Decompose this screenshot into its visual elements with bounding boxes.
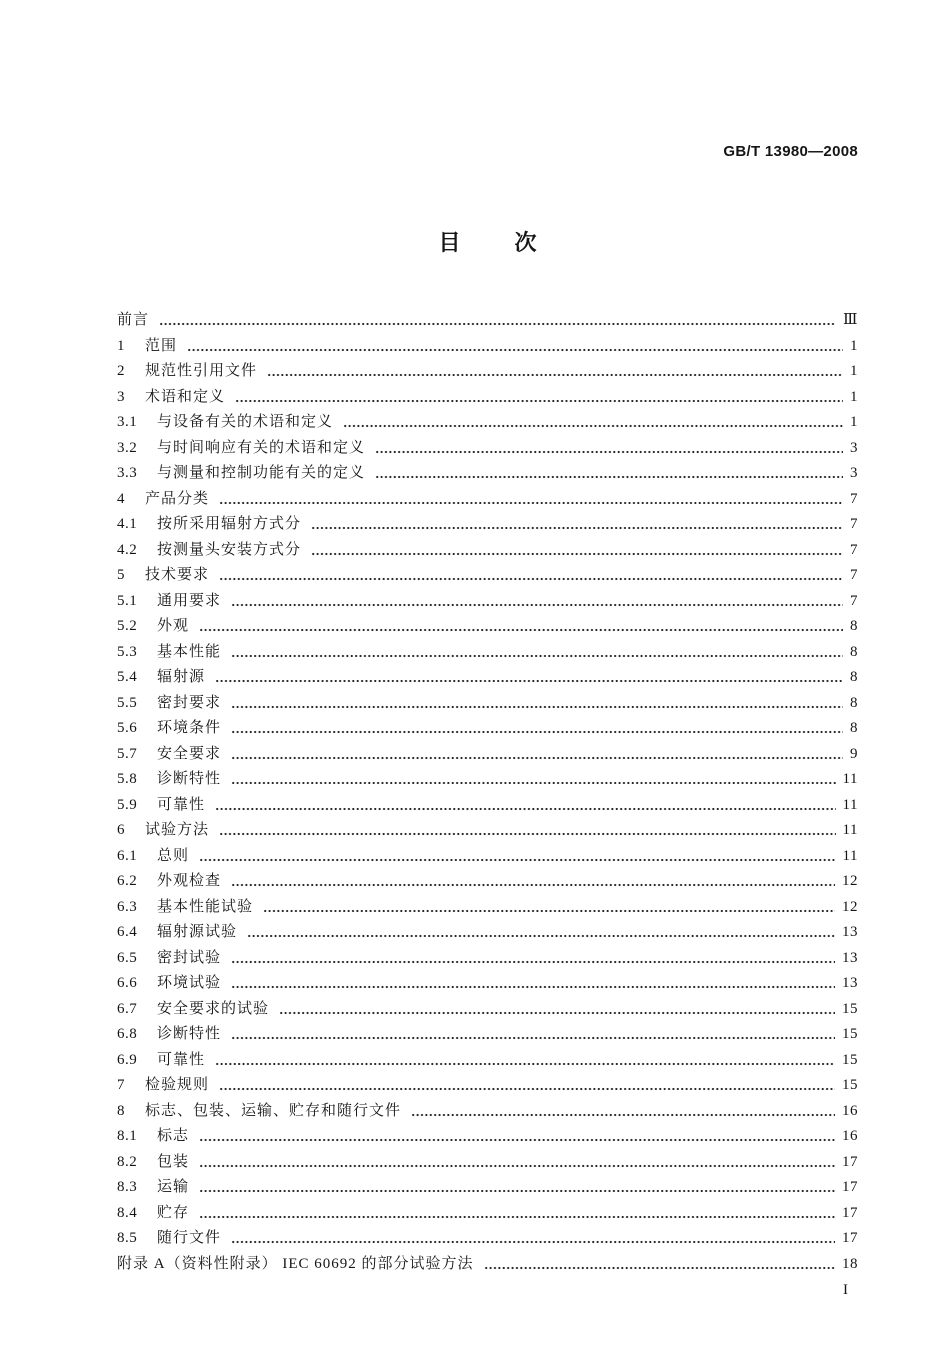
section-number: 5.5 [117, 694, 138, 711]
section-title: 术语和定义 [145, 388, 226, 405]
section-number: 5.4 [117, 669, 138, 685]
section-number: 2 [117, 363, 125, 379]
section-title: 运输 [157, 1179, 190, 1195]
dot-leader [187, 334, 843, 360]
section-number: 6.8 [117, 1026, 138, 1042]
dot-leader [199, 844, 836, 870]
section-title: 规范性引用文件 [145, 363, 258, 379]
section-title: 密封试验 [157, 949, 222, 966]
section-number: 6.6 [117, 975, 138, 991]
section-number: 8 [117, 1102, 125, 1119]
section-number: 8.4 [117, 1204, 138, 1221]
section-title: 与设备有关的术语和定义 [157, 414, 334, 430]
standard-code: GB/T 13980—2008 [723, 143, 858, 160]
section-title: 随行文件 [157, 1230, 222, 1246]
section-number: 8.5 [117, 1230, 138, 1246]
page-number: 3 [850, 439, 858, 456]
page-number: 3 [850, 465, 858, 481]
page-number: 8 [850, 643, 858, 660]
section-title: 可靠性 [157, 1051, 206, 1068]
section-number: 6.4 [117, 924, 138, 940]
page-number: 11 [842, 847, 858, 864]
section-title: 附录 A（资料性附录） IEC 60692 的部分试验方法 [117, 1255, 474, 1272]
dot-leader [199, 1150, 835, 1176]
dot-leader [231, 767, 836, 793]
page-number: 17 [842, 1204, 858, 1221]
toc-entry [117, 971, 858, 997]
section-title: 通用要求 [157, 592, 222, 609]
dot-leader [231, 946, 835, 972]
section-number: 5.8 [117, 771, 138, 787]
section-title: 安全要求的试验 [157, 1000, 270, 1017]
page-number: 15 [842, 1000, 858, 1017]
section-title: 贮存 [157, 1204, 190, 1221]
section-number: 6.7 [117, 1000, 138, 1017]
dot-leader [231, 640, 843, 666]
toc-entry [117, 461, 858, 487]
toc-entry [117, 844, 858, 870]
section-number: 5.7 [117, 745, 138, 762]
toc-entry [117, 691, 858, 717]
toc-entry [117, 1048, 858, 1074]
page-number: 7 [850, 490, 858, 507]
section-number: 5.9 [117, 796, 138, 813]
dot-leader [247, 920, 835, 946]
toc-entry [117, 997, 858, 1023]
dot-leader [215, 1048, 835, 1074]
toc-entry [117, 436, 858, 462]
toc-entry [117, 818, 858, 844]
dot-leader [279, 997, 835, 1023]
page-number: 8 [850, 694, 858, 711]
page-number: 16 [842, 1128, 858, 1144]
section-number: 4 [117, 490, 125, 507]
table-of-contents [117, 308, 858, 1277]
dot-leader [199, 1201, 835, 1227]
section-number: 3.3 [117, 465, 138, 481]
toc-entry [117, 920, 858, 946]
section-title: 试验方法 [145, 822, 210, 838]
toc-entry [117, 640, 858, 666]
page-number: 1 [850, 337, 858, 354]
dot-leader [199, 1175, 835, 1201]
section-number: 6.5 [117, 949, 138, 966]
dot-leader [484, 1252, 836, 1278]
section-title: 基本性能 [157, 643, 222, 660]
section-number: 5.6 [117, 720, 138, 736]
section-title: 按测量头安装方式分 [157, 541, 302, 558]
dot-leader [219, 563, 843, 589]
dot-leader [231, 691, 843, 717]
dot-leader [375, 436, 843, 462]
dot-leader [411, 1099, 835, 1125]
section-number: 5.3 [117, 643, 138, 660]
page-title: 目次 [438, 230, 591, 256]
toc-entry [117, 487, 858, 513]
section-title: 检验规则 [145, 1077, 210, 1093]
page-number: 7 [850, 541, 858, 558]
page-number: 7 [850, 516, 858, 532]
dot-leader [231, 742, 843, 768]
section-title: 标志、包装、运输、贮存和随行文件 [145, 1102, 402, 1119]
section-title: 基本性能试验 [157, 898, 254, 915]
section-number: 6.1 [117, 847, 138, 864]
page-number: 17 [842, 1230, 858, 1246]
section-number: 6.9 [117, 1051, 138, 1068]
section-number: 8.1 [117, 1128, 138, 1144]
dot-leader [267, 359, 843, 385]
page-number: 11 [842, 796, 858, 813]
page-number: 15 [842, 1077, 858, 1093]
page-number: 8 [850, 669, 858, 685]
section-title: 可靠性 [157, 796, 206, 813]
section-title: 诊断特性 [157, 771, 222, 787]
section-title: 产品分类 [145, 490, 210, 507]
section-title: 按所采用辐射方式分 [157, 516, 302, 532]
section-title: 环境条件 [157, 720, 222, 736]
dot-leader [215, 665, 843, 691]
toc-entry [117, 589, 858, 615]
dot-leader [199, 614, 843, 640]
section-number: 8.3 [117, 1179, 138, 1195]
dot-leader [311, 512, 843, 538]
section-title: 辐射源 [157, 669, 206, 685]
section-title: 安全要求 [157, 745, 222, 762]
toc-entry [117, 385, 858, 411]
toc-entry [117, 308, 858, 334]
page-number: 15 [842, 1051, 858, 1068]
toc-entry [117, 895, 858, 921]
title-container [117, 229, 858, 257]
section-title: 与测量和控制功能有关的定义 [157, 465, 366, 481]
page-number: 11 [842, 822, 858, 838]
dot-leader [375, 461, 843, 487]
page-footer-number: I [843, 1282, 848, 1298]
section-number: 3.2 [117, 439, 138, 456]
section-number: 7 [117, 1077, 125, 1093]
toc-entry [117, 793, 858, 819]
section-number: 6.3 [117, 898, 138, 915]
section-number: 6 [117, 822, 125, 838]
toc-entry [117, 1150, 858, 1176]
page-number: 17 [842, 1179, 858, 1195]
toc-entry [117, 767, 858, 793]
toc-entry [117, 1252, 858, 1278]
toc-entry [117, 1124, 858, 1150]
toc-entry [117, 742, 858, 768]
section-title: 包装 [157, 1153, 190, 1170]
toc-entry [117, 716, 858, 742]
section-number: 1 [117, 337, 125, 354]
dot-leader [215, 793, 836, 819]
toc-entry [117, 1201, 858, 1227]
section-number: 6.2 [117, 873, 138, 889]
page-number: 16 [842, 1102, 858, 1119]
section-number: 5 [117, 567, 125, 583]
page-number: 8 [850, 720, 858, 736]
section-title: 总则 [157, 847, 190, 864]
toc-entry [117, 563, 858, 589]
section-title: 诊断特性 [157, 1026, 222, 1042]
section-title: 密封要求 [157, 694, 222, 711]
section-number: 3 [117, 388, 125, 405]
toc-entry [117, 665, 858, 691]
section-title: 技术要求 [145, 567, 210, 583]
dot-leader [231, 716, 843, 742]
toc-entry [117, 334, 858, 360]
page-number: 1 [850, 388, 858, 405]
page-number: 13 [842, 975, 858, 991]
dot-leader [199, 1124, 835, 1150]
toc-entry [117, 410, 858, 436]
section-title: 外观 [157, 618, 190, 634]
dot-leader [231, 589, 843, 615]
dot-leader [235, 385, 843, 411]
section-number: 4.1 [117, 516, 138, 532]
dot-leader [219, 487, 843, 513]
page-number: 7 [850, 592, 858, 609]
page-number: 7 [850, 567, 858, 583]
toc-entry [117, 1226, 858, 1252]
page-number: 17 [842, 1153, 858, 1170]
dot-leader [231, 869, 835, 895]
toc-entry [117, 869, 858, 895]
section-title: 环境试验 [157, 975, 222, 991]
page-number: 13 [842, 949, 858, 966]
page-number: 13 [842, 924, 858, 940]
dot-leader [263, 895, 835, 921]
toc-entry [117, 512, 858, 538]
page-number: 18 [842, 1255, 858, 1272]
section-title: 辐射源试验 [157, 924, 238, 940]
dot-leader [231, 971, 835, 997]
section-title: 外观检查 [157, 873, 222, 889]
section-number: 3.1 [117, 414, 138, 430]
section-number: 5.2 [117, 618, 138, 634]
section-title: 范围 [145, 337, 178, 354]
section-number: 4.2 [117, 541, 138, 558]
section-number: 5.1 [117, 592, 138, 609]
dot-leader [231, 1226, 835, 1252]
section-title: 标志 [157, 1128, 190, 1144]
section-title: 前言 [117, 312, 150, 328]
dot-leader [231, 1022, 835, 1048]
page-number: 12 [842, 873, 858, 889]
page-number: Ⅲ [843, 312, 858, 328]
toc-entry [117, 1175, 858, 1201]
toc-entry [117, 359, 858, 385]
dot-leader [311, 538, 843, 564]
dot-leader [343, 410, 843, 436]
section-number: 8.2 [117, 1153, 138, 1170]
page-number: 15 [842, 1026, 858, 1042]
toc-entry [117, 1022, 858, 1048]
toc-entry [117, 1073, 858, 1099]
toc-entry [117, 614, 858, 640]
page-number: 8 [850, 618, 858, 634]
page-number: 9 [850, 745, 858, 762]
toc-entry [117, 1099, 858, 1125]
dot-leader [159, 308, 836, 334]
page-number: 12 [842, 898, 858, 915]
page-number: 1 [850, 414, 858, 430]
toc-entry [117, 946, 858, 972]
page-number: 1 [850, 363, 858, 379]
dot-leader [219, 818, 836, 844]
page-number: 11 [842, 771, 858, 787]
section-title: 与时间响应有关的术语和定义 [157, 439, 366, 456]
toc-entry [117, 538, 858, 564]
dot-leader [219, 1073, 835, 1099]
